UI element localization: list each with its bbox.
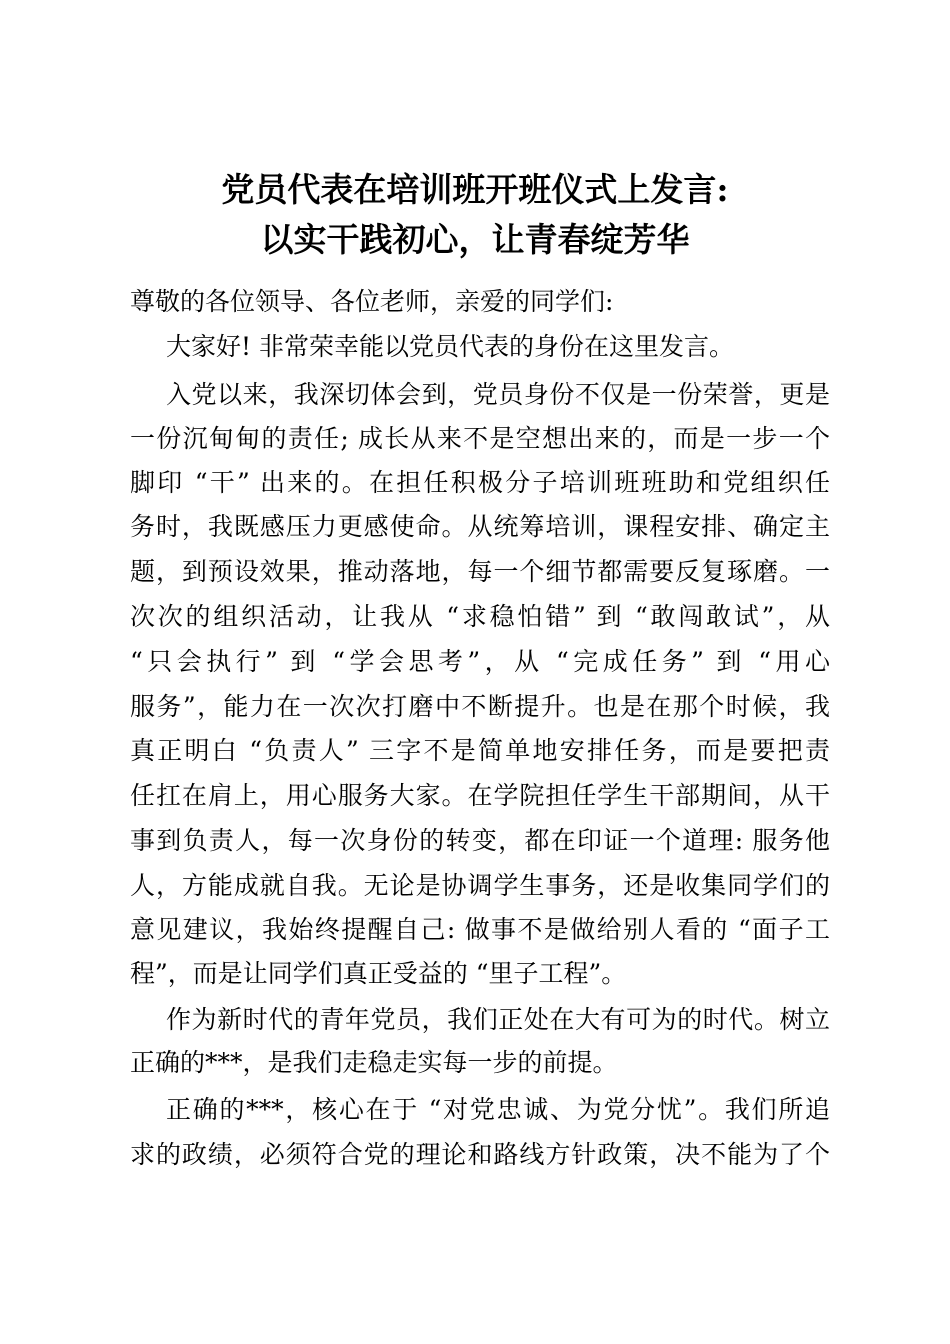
paragraph-line: 正确的***，是我们走稳走实每一步的前提。: [130, 1048, 618, 1077]
paragraph-line: 次次的组织活动，让我从 “求稳怕错” 到 “敢闯敢试”，从: [130, 602, 830, 631]
paragraph-line: 任扛在肩上，用心服务大家。在学院担任学生干部期间，从干: [130, 781, 830, 810]
document-title-line-2: 以实干践初心，让青春绽芳华: [260, 220, 690, 259]
paragraph-line: 脚印 “干” 出来的。在担任积极分子培训班班助和党组织任: [130, 468, 830, 497]
paragraph-line: 真正明白 “负责人” 三字不是简单地安排任务，而是要把责: [130, 736, 830, 765]
paragraph-line: 入党以来，我深切体会到，党员身份不仅是一份荣誉，更是: [166, 380, 830, 409]
paragraph-line: 大家好! 非常荣幸能以党员代表的身份在这里发言。: [166, 332, 734, 361]
paragraph-line: 正确的***，核心在于 “对党忠诚、为党分忧”。我们所追: [166, 1095, 830, 1124]
paragraph-line: 程”，而是让同学们真正受益的 “里子工程”。: [130, 959, 627, 988]
paragraph-line: 事到负责人，每一次身份的转变，都在印证一个道理: 服务他: [130, 826, 830, 855]
salutation: 尊敬的各位领导、各位老师，亲爱的同学们:: [130, 287, 614, 316]
paragraph-line: 服务”，能力在一次次打磨中不断提升。也是在那个时候，我: [130, 692, 830, 721]
paragraph-line: 作为新时代的青年党员，我们正处在大有可为的时代。树立: [166, 1005, 830, 1034]
paragraph-line: 求的政绩，必须符合党的理论和路线方针政策，决不能为了个: [130, 1140, 830, 1169]
paragraph-line: 务时，我既感压力更感使命。从统筹培训，课程安排、确定主: [130, 512, 830, 541]
paragraph-line: “只会执行” 到 “学会思考”，从 “完成任务” 到 “用心: [130, 647, 830, 676]
paragraph-line: 一份沉甸甸的责任; 成长从来不是空想出来的，而是一步一个: [130, 424, 830, 453]
paragraph-line: 题，到预设效果，推动落地，每一个细节都需要反复琢磨。一: [130, 557, 830, 586]
paragraph-line: 意见建议，我始终提醒自己: 做事不是做给别人看的 “面子工: [130, 915, 830, 944]
document-title-line-1: 党员代表在培训班开班仪式上发言:: [221, 170, 729, 209]
paragraph-line: 人，方能成就自我。无论是协调学生事务，还是收集同学们的: [130, 871, 830, 900]
